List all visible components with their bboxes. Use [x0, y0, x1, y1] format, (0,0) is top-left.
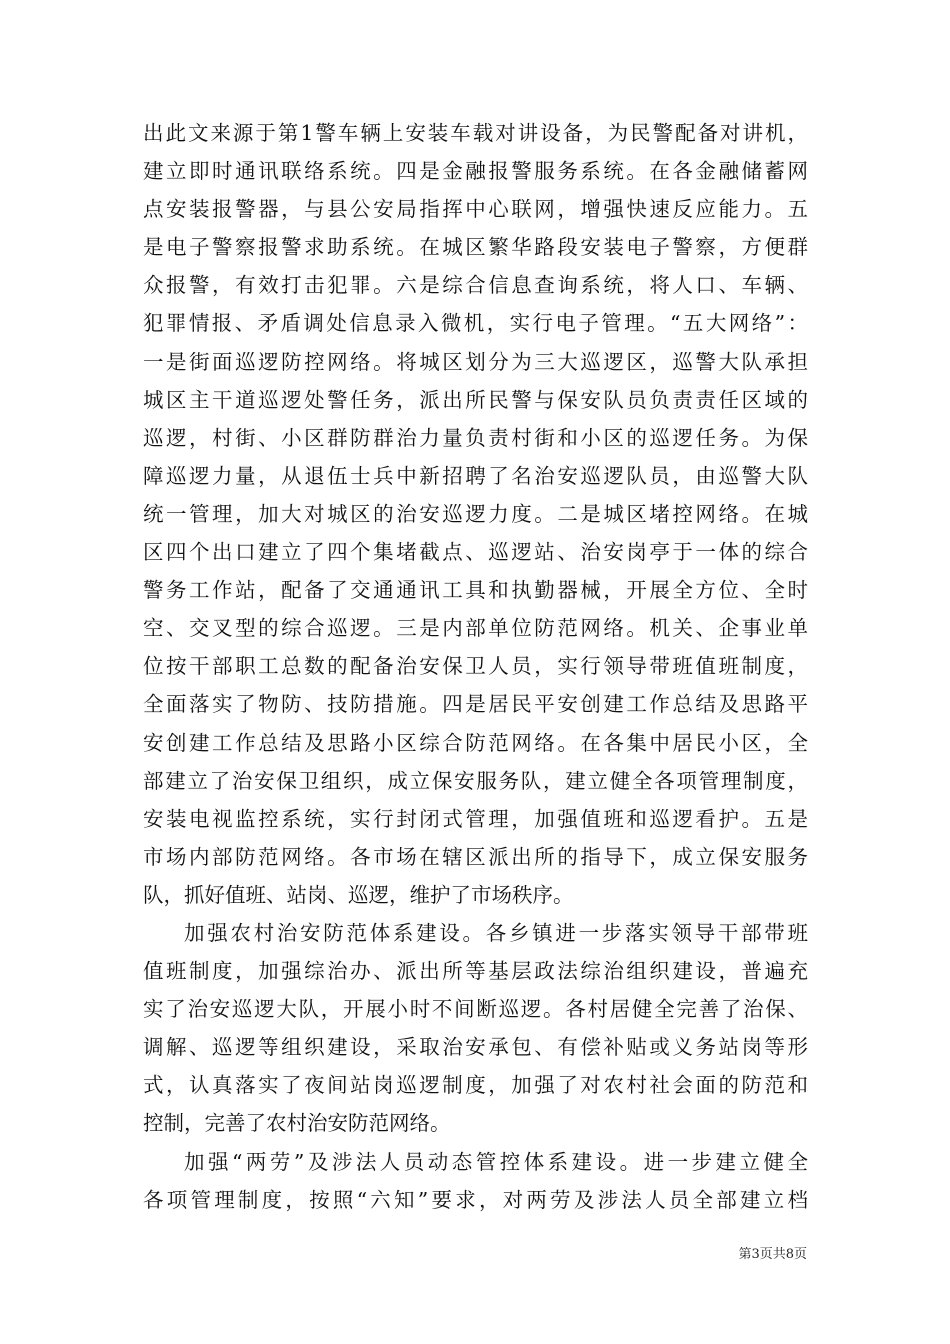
- text-line: 部建立了治安保卫组织，成立保安服务队，建立健全各项管理制度，: [143, 768, 808, 793]
- text-line: 是电子警察报警求助系统。在城区繁华路段安装电子警察，方便群: [143, 235, 808, 260]
- text-line: 加强农村治安防范体系建设。各乡镇进一步落实领导干部带班: [184, 920, 808, 945]
- text-line: 巡逻，村街、小区群防群治力量负责村街和小区的巡逻任务。为保: [143, 425, 808, 450]
- text-line: 队，抓好值班、站岗、巡逻，维护了市场秩序。: [143, 882, 574, 907]
- text-line: 出此文来源于第1警车辆上安装车载对讲设备，为民警配备对讲机，: [143, 121, 808, 145]
- text-line: 调解、巡逻等组织建设，采取治安承包、有偿补贴或义务站岗等形: [143, 1035, 808, 1060]
- text-line: 控制，完善了农村治安防范网络。: [143, 1111, 451, 1136]
- text-line: 点安装报警器，与县公安局指挥中心联网，增强快速反应能力。五: [143, 197, 808, 222]
- text-line: 全面落实了物防、技防措施。四是居民平安创建工作总结及思路平: [143, 692, 808, 717]
- page-number: 第3页共8页: [738, 1247, 807, 1262]
- text-line: 障巡逻力量，从退伍士兵中新招聘了名治安巡逻队员，由巡警大队: [143, 463, 808, 488]
- text-line: 城区主干道巡逻处警任务，派出所民警与保安队员负责责任区域的: [143, 387, 808, 412]
- body-text: [143, 114, 808, 1219]
- text-line: 空、交叉型的综合巡逻。三是内部单位防范网络。机关、企事业单: [143, 616, 808, 641]
- text-line: 市场内部防范网络。各市场在辖区派出所的指导下，成立保安服务: [143, 844, 808, 869]
- text-line: 众报警，有效打击犯罪。六是综合信息查询系统，将人口、车辆、: [143, 273, 808, 298]
- text-line: 式，认真落实了夜间站岗巡逻制度，加强了对农村社会面的防范和: [143, 1073, 808, 1098]
- text-line: 统一管理，加大对城区的治安巡逻力度。二是城区堵控网络。在城: [143, 501, 808, 526]
- text-line: 安创建工作总结及思路小区综合防范网络。在各集中居民小区，全: [143, 730, 808, 755]
- text-line: 各项管理制度，按照“六知”要求，对两劳及涉法人员全部建立档: [143, 1187, 808, 1212]
- text-line: 实了治安巡逻大队，开展小时不间断巡逻。各村居健全完善了治保、: [143, 997, 808, 1022]
- text-line: 一是街面巡逻防控网络。将城区划分为三大巡逻区，巡警大队承担: [143, 349, 808, 374]
- text-line: 位按干部职工总数的配备治安保卫人员，实行领导带班值班制度，: [143, 654, 808, 679]
- text-line: 警务工作站，配备了交通通讯工具和执勤器械，开展全方位、全时: [143, 578, 808, 603]
- text-line: 值班制度，加强综治办、派出所等基层政法综治组织建设，普遍充: [143, 959, 808, 984]
- text-line: 建立即时通讯联络系统。四是金融报警服务系统。在各金融储蓄网: [143, 159, 808, 184]
- text-line: 区四个出口建立了四个集堵截点、巡逻站、治安岗亭于一体的综合: [143, 540, 808, 565]
- text-line: 犯罪情报、矛盾调处信息录入微机，实行电子管理。“五大网络”：: [143, 311, 808, 336]
- text-line: 安装电视监控系统，实行封闭式管理，加强值班和巡逻看护。五是: [143, 806, 808, 831]
- text-line: 加强“两劳”及涉法人员动态管控体系建设。进一步建立健全: [184, 1149, 808, 1174]
